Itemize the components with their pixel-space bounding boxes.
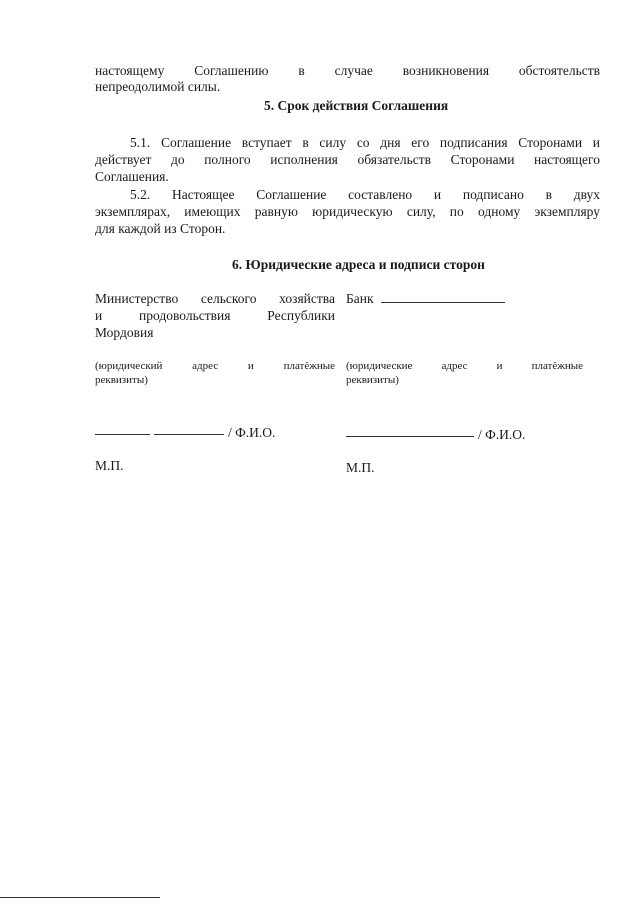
section-5-2-line-3: для каждой из Сторон. (95, 221, 226, 236)
right-fio-label: / Ф.И.О. (478, 427, 526, 442)
left-stamp-label: М.П. (95, 458, 124, 473)
left-requisites-line-1: (юридический адрес и платёжные (95, 360, 335, 372)
section-6-title: 6. Юридические адреса и подписи сторон (232, 257, 485, 272)
intro-line-1: настоящему Соглашению в случае возникновения обстоятельств (95, 63, 600, 78)
right-stamp-label: М.П. (346, 460, 375, 475)
section-5-title: 5. Срок действия Соглашения (264, 98, 449, 113)
section-5-2-line-2: экземплярах, имеющих равную юридическую силу, по одному экземпляру (95, 204, 600, 219)
footnote-separator (0, 897, 160, 898)
section-5-2-line-1: 5.2. Настоящее Соглашение составлено и подписано в двух (130, 187, 600, 202)
left-org-line-1: Министерство сельского хозяйства (95, 291, 335, 306)
left-signature-line-part-2 (154, 434, 224, 435)
right-signature-line (346, 436, 474, 437)
left-signature-line-part-1 (95, 434, 150, 435)
right-requisites-line-2: реквизиты) (346, 374, 399, 386)
section-5-1-line-1: 5.1. Соглашение вступает в силу со дня его подписания Сторонами и (130, 135, 600, 150)
section-5-1-line-2: действует до полного исполнения обязательств Сторонами настоящего (95, 152, 600, 167)
intro-line-2: непреодолимой силы. (95, 79, 221, 94)
left-requisites-line-2: реквизиты) (95, 374, 148, 386)
left-org-line-2: и продовольствия Республики (95, 308, 335, 323)
right-bank-label: Банк (346, 291, 374, 306)
left-fio-label: / Ф.И.О. (228, 425, 276, 440)
section-5-1-line-3: Соглашения. (95, 169, 169, 184)
right-bank-field-line (381, 302, 505, 303)
left-org-line-3: Мордовия (95, 325, 154, 340)
right-requisites-line-1: (юридические адрес и платёжные (346, 360, 583, 372)
